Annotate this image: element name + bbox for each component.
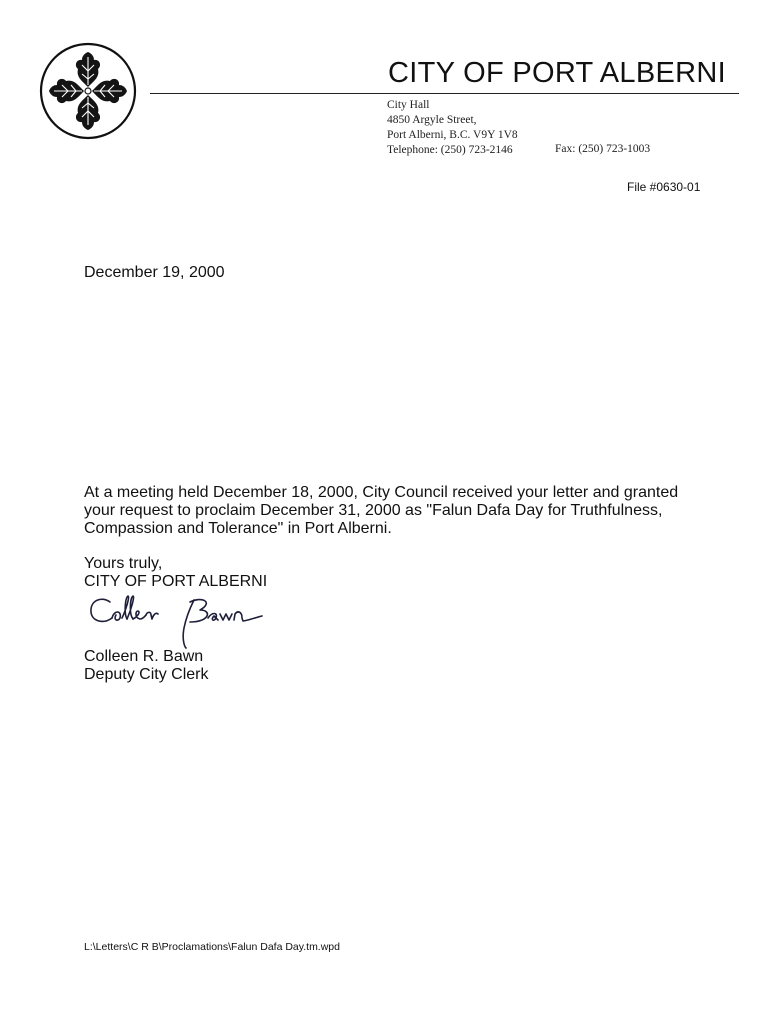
address-line: Port Alberni, B.C. V9Y 1V8 [387, 129, 518, 141]
handwritten-signature [86, 588, 286, 650]
four-leaf-crest-icon [38, 41, 138, 141]
city-name-heading: CITY OF PORT ALBERNI [388, 57, 726, 89]
letterhead-rule [150, 93, 739, 94]
signer-block [84, 648, 208, 684]
city-hall-address [387, 98, 518, 158]
salutation: Yours truly, [84, 555, 163, 572]
letter-closing [84, 555, 267, 591]
document-file-path: L:\Letters\C R B\Proclamations\Falun Dafa Day.tm.wpd [84, 941, 340, 953]
signer-title: Deputy City Clerk [84, 666, 209, 683]
telephone-line: Telephone: (250) 723-2146 [387, 144, 513, 156]
fax-number: Fax: (250) 723-1003 [555, 143, 651, 155]
letter-body: At a meeting held December 18, 2000, City Council received your letter and granted your request to proclaim December 31, 2000 as "Falun Dafa Day for Truthfulness, Compassion and Tolerance" in Port Alberni. [84, 484, 679, 537]
address-line: 4850 Argyle Street, [387, 114, 477, 126]
address-line: City Hall [387, 99, 430, 111]
letter-date: December 19, 2000 [84, 264, 225, 281]
signer-name: Colleen R. Bawn [84, 648, 204, 665]
file-number: File #0630-01 [627, 180, 701, 194]
closing-organization: CITY OF PORT ALBERNI [84, 573, 268, 590]
